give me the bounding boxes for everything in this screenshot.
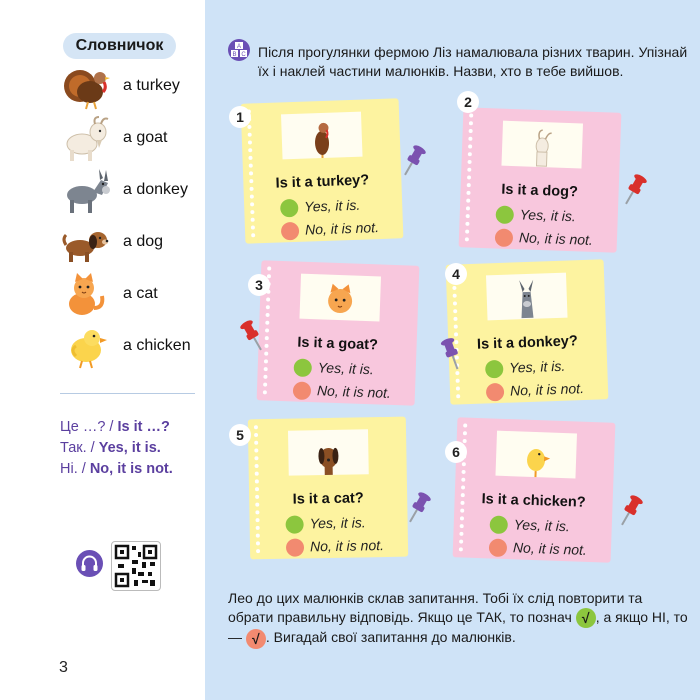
goat-icon	[60, 116, 112, 162]
svg-text:C: C	[241, 52, 246, 58]
card-number: 1	[229, 106, 251, 128]
question-card-4	[446, 259, 609, 404]
wavy-edge	[198, 0, 212, 700]
question-card-3	[257, 260, 420, 405]
yes-answer-label: Yes, it is.	[508, 357, 566, 376]
svg-text:A: A	[236, 44, 242, 50]
card-question: Is it a donkey?	[476, 333, 578, 353]
task-instructions: Лео до цих малюнків склав запитання. Тобі їх слід повторити та обрати правильну відповідь. Якщо це ТАК, то познач √ , а якщо НІ, то — √ . Вигадай свої запитання до малюнків.	[228, 590, 688, 647]
vocab-item-turkey	[60, 64, 200, 112]
turkey-icon	[60, 64, 112, 110]
yes-check-icon: √	[576, 608, 596, 628]
vocab-word: a chicken	[123, 337, 191, 354]
page-number: 3	[59, 659, 68, 676]
divider	[60, 393, 195, 394]
yes-answer-label: Yes, it is.	[513, 516, 571, 535]
card-number: 3	[248, 274, 270, 296]
no-answer-label: No, it is not.	[316, 382, 392, 401]
yes-answer-label: Yes, it is.	[303, 196, 361, 215]
vocab-word: a dog	[123, 233, 164, 250]
card-number: 6	[445, 441, 467, 463]
no-answer-label: No, it is not.	[304, 219, 380, 238]
card-question: Is it a dog?	[501, 181, 579, 201]
question-card-6	[453, 417, 616, 562]
vocab-item-dog	[60, 220, 200, 268]
card-number: 2	[457, 91, 479, 113]
vocabulary-title: Словничок	[63, 33, 176, 59]
card-number: 4	[445, 263, 467, 285]
phrase-no: Ні. / No, it is not.	[60, 461, 173, 477]
card-number: 5	[229, 424, 251, 446]
vocab-item-donkey	[60, 168, 200, 216]
card-question: Is it a turkey?	[275, 172, 370, 192]
question-card-1	[241, 98, 404, 243]
card-question: Is it a goat?	[297, 334, 379, 354]
question-card-5	[248, 417, 408, 560]
chicken-icon	[60, 324, 112, 370]
vocab-item-cat	[60, 272, 200, 320]
card-question: Is it a cat?	[292, 490, 364, 508]
yes-answer-label: Yes, it is.	[309, 514, 366, 532]
vocab-word: a cat	[123, 285, 158, 302]
vocab-word: a goat	[123, 129, 168, 146]
abc-blocks-icon	[228, 39, 250, 61]
cat-sticker-icon	[299, 274, 381, 322]
donkey-icon	[60, 168, 112, 214]
donkey-sticker-icon	[486, 273, 568, 321]
card-question: Is it a chicken?	[481, 491, 586, 511]
cat-icon	[60, 272, 112, 318]
dog-sticker-icon	[288, 429, 369, 475]
vocab-word: a turkey	[123, 77, 180, 94]
qr-code-icon[interactable]	[111, 541, 161, 591]
phrase-question: Це …? / Is it …?	[60, 419, 170, 435]
vocab-item-chicken	[60, 324, 200, 372]
no-answer-label: No, it is not.	[509, 380, 585, 399]
vocab-item-goat	[60, 116, 200, 164]
svg-text:B: B	[232, 52, 237, 58]
no-answer-label: No, it is not.	[518, 229, 594, 248]
no-answer-label: No, it is not.	[309, 537, 385, 555]
dog-icon	[60, 220, 112, 266]
no-check-icon: √	[246, 629, 266, 649]
yes-answer-label: Yes, it is.	[317, 359, 375, 378]
chicken-sticker-icon	[495, 431, 577, 479]
no-answer-label: No, it is not.	[512, 539, 588, 558]
phrase-yes: Так. / Yes, it is.	[60, 440, 161, 456]
exercise-instructions: Після прогулянки фермою Ліз намалювала різних тварин. Упізнай їх і наклей частини малюнків. Назви, хто в тебе вийшов.	[258, 44, 688, 79]
yes-answer-label: Yes, it is.	[519, 206, 577, 225]
vocabulary-panel	[0, 0, 205, 700]
key-phrases	[60, 417, 173, 480]
vocab-word: a donkey	[123, 181, 188, 198]
turkey-sticker-icon	[281, 112, 363, 160]
goat-sticker-icon	[501, 121, 583, 169]
question-card-2	[459, 107, 622, 252]
headphones-icon[interactable]	[76, 550, 103, 577]
